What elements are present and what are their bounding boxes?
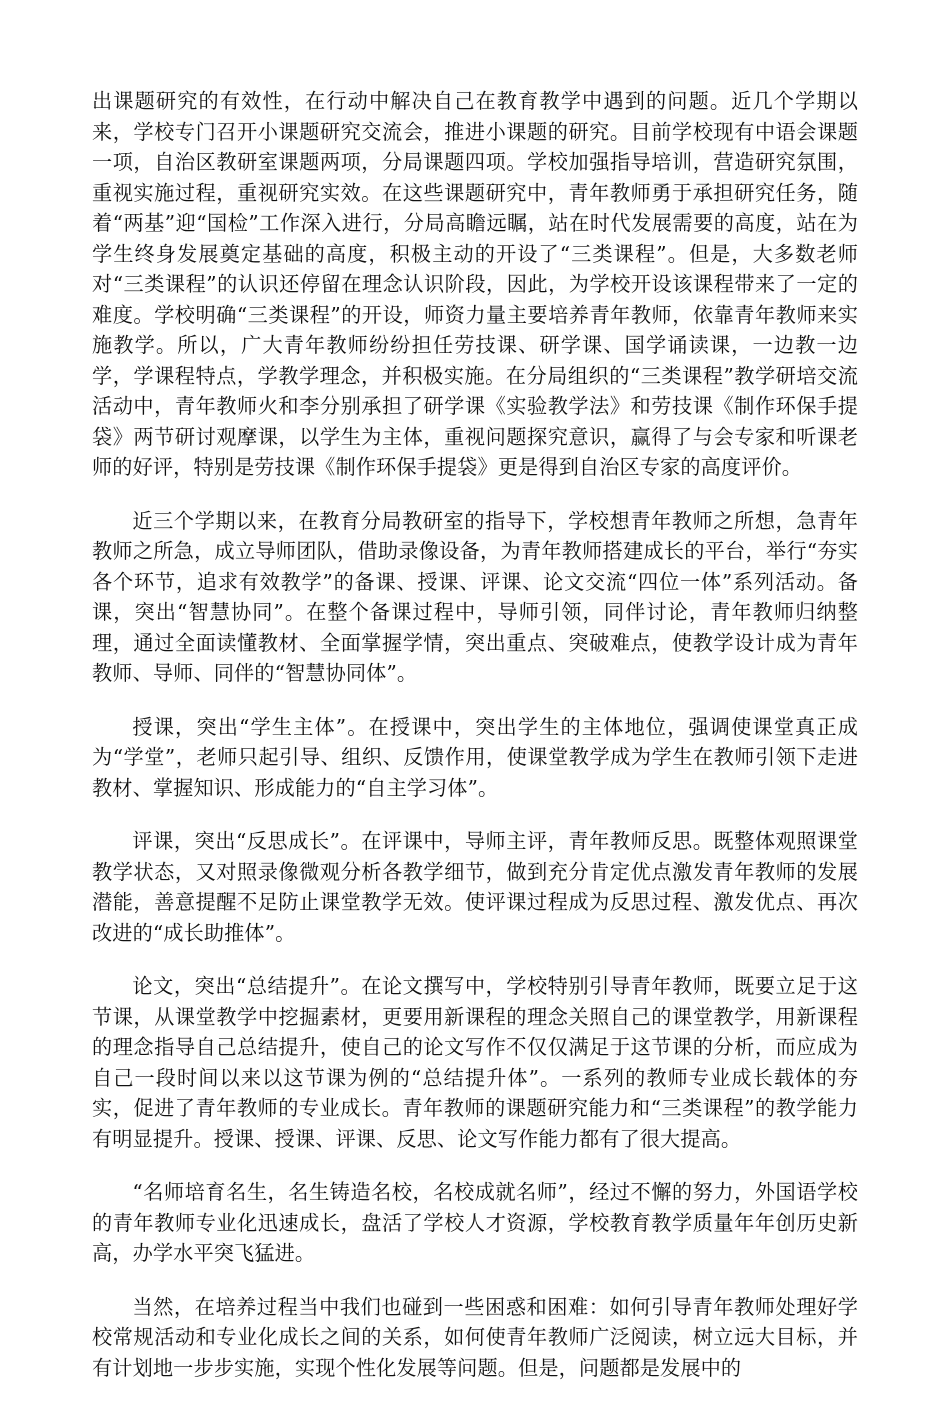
paragraph-1: 出课题研究的有效性，在行动中解决自己在教育教学中遇到的问题。近几个学期以来，学校专门召开小课题研究交流会，推进小课题的研究。目前学校现有中语会课题一项，自治区教研室课题两项，分局课题四项。学校加强指导培训，营造研究氛围，重视实施过程，重视研究实效。在这些课题研究中，青年教师勇于承担研究任务，随着“两基”迎“国检”工作深入进行，分局高瞻远瞩，站在时代发展需要的高度，站在为学生终身发展奠定基础的高度，积极主动的开设了“三类课程”。但是，大多数老师对“三类课程”的认识还停留在理念认识阶段，因此，为学校开设该课程带来了一定的难度。学校明确“三类课程”的开设，师资力量主要培养青年教师，依靠青年教师来实施教学。所以，广大青年教师纷纷担任劳技课、研学课、国学诵读课，一边教一边学，学课程特点，学教学理念，并积极实施。在分局组织的“三类课程”教学研培交流活动中，青年教师火和李分别承担了研学课《实验教学法》和劳技课《制作环保手提袋》两节研讨观摩课，以学生为主体，重视问题探究意识，赢得了与会专家和听课老师的好评，特别是劳技课《制作环保手提袋》更是得到自治区专家的高度评价。 [92,89,858,479]
paragraph-7: 当然，在培养过程当中我们也碰到一些困惑和困难：如何引导青年教师处理好学校常规活动和专业化成长之间的关系，如何使青年教师广泛阅读，树立远大目标，并有计划地一步步实施，实现个性化发展等问题。但是，问题都是发展中的 [92,1294,858,1380]
paragraph-5: 论文，突出“总结提升”。在论文撰写中，学校特别引导青年教师，既要立足于这节课，从课堂教学中挖掘素材，更要用新课程的理念关照自己的课堂教学，用新课程的理念指导自己总结提升，使自己的论文写作不仅仅满足于这节课的分析，而应成为自己一段时间以来以这节课为例的“总结提升体”。一系列的教师专业成长载体的夯实，促进了青年教师的专业成长。青年教师的课题研究能力和“三类课程”的教学能力有明显提升。授课、授课、评课、反思、论文写作能力都有了很大提高。 [92,974,858,1151]
paragraph-2: 近三个学期以来，在教育分局教研室的指导下，学校想青年教师之所想，急青年教师之所急，成立导师团队，借助录像设备，为青年教师搭建成长的平台，举行“夯实各个环节，追求有效教学”的备课、授课、评课、论文交流“四位一体”系列活动。备课，突出“智慧协同”。在整个备课过程中，导师引领，同伴讨论，青年教师归纳整理，通过全面读懂教材、全面掌握学情，突出重点、突破难点，使教学设计成为青年教师、导师、同伴的“智慧协同体”。 [92,508,858,685]
paragraph-6: “名师培育名生，名生铸造名校，名校成就名师”，经过不懈的努力，外国语学校的青年教师专业化迅速成长，盘活了学校人才资源，学校教育教学质量年年创历史新高，办学水平突飞猛进。 [92,1180,858,1265]
paragraph-4: 评课，突出“反思成长”。在评课中，导师主评，青年教师反思。既整体观照课堂教学状态，又对照录像微观分析各教学细节，做到充分肯定优点激发青年教师的发展潜能，善意提醒不足防止课堂教学无效。使评课过程成为反思过程、激发优点、再次改进的“成长助推体”。 [92,829,858,945]
paragraph-3: 授课，突出“学生主体”。在授课中，突出学生的主体地位，强调使课堂真正成为“学堂”，老师只起引导、组织、反馈作用，使课堂教学成为学生在教师引领下走进教材、掌握知识、形成能力的“自主学习体”。 [92,714,858,800]
document-page [92,86,858,1406]
